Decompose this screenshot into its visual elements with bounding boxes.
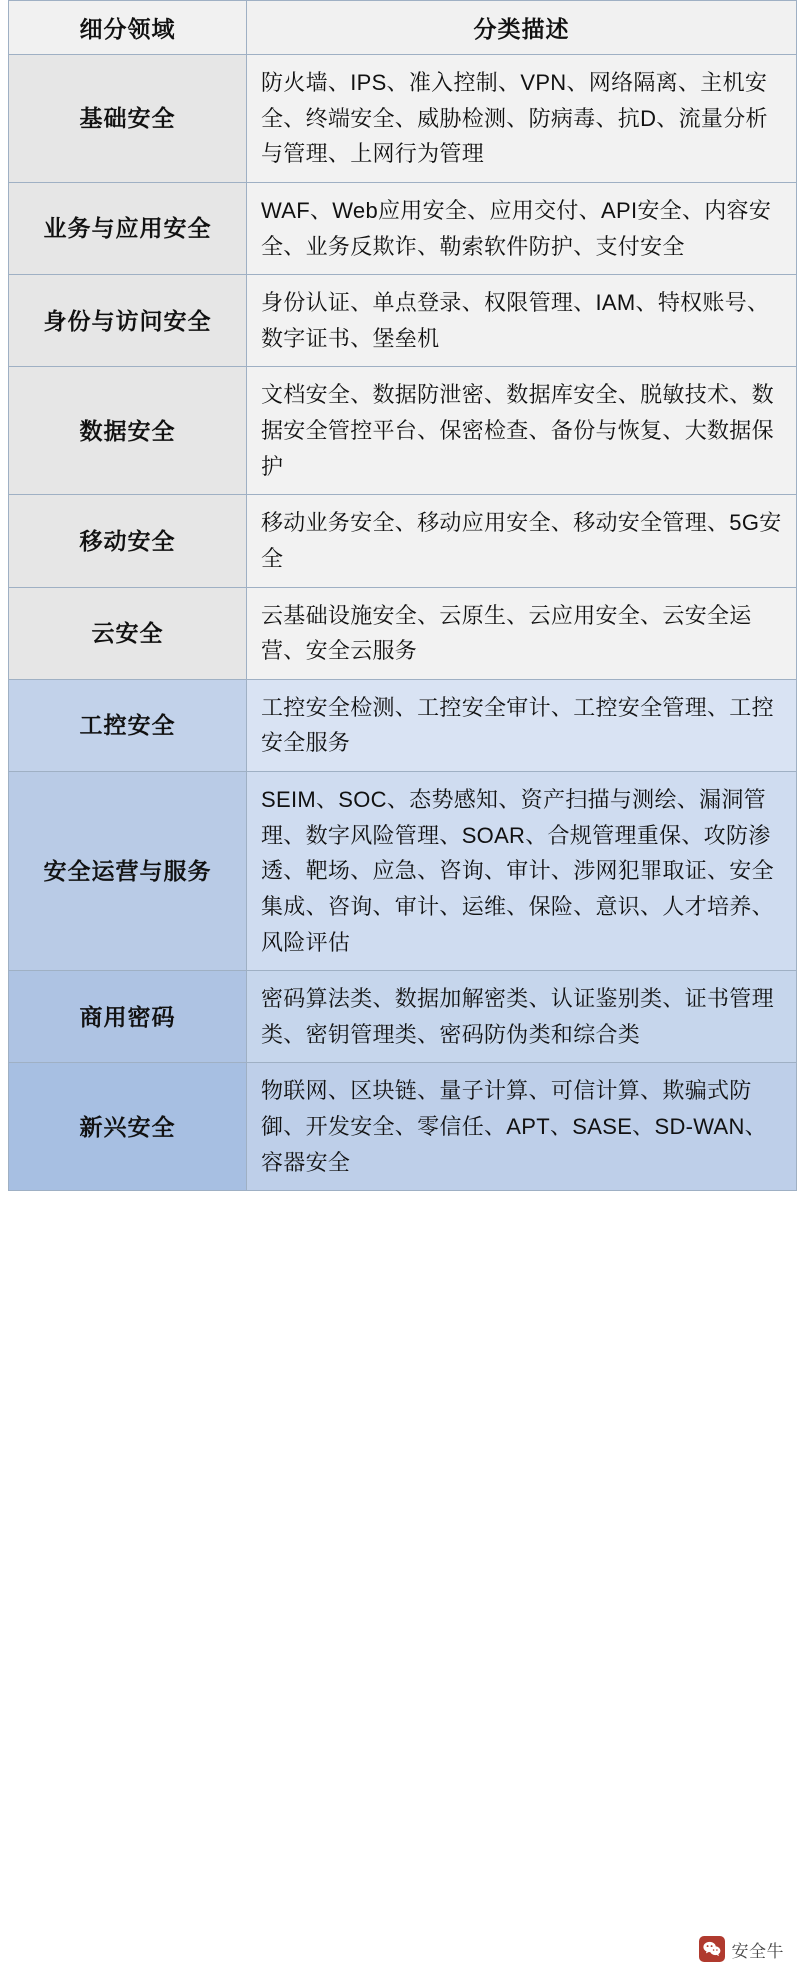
cell-description: 物联网、区块链、量子计算、可信计算、欺骗式防御、开发安全、零信任、APT、SASE、SD-WAN、容器安全	[247, 1063, 797, 1191]
table-body	[9, 55, 797, 1191]
cell-description: 身份认证、单点登录、权限管理、IAM、特权账号、数字证书、堡垒机	[247, 275, 797, 367]
cell-description: 工控安全检测、工控安全审计、工控安全管理、工控安全服务	[247, 679, 797, 771]
table-row	[9, 495, 797, 587]
cell-description: SEIM、SOC、态势感知、资产扫描与测绘、漏洞管理、数字风险管理、SOAR、合规管理重保、攻防渗透、靶场、应急、咨询、审计、涉网犯罪取证、安全集成、咨询、审计、运维、保险、意识、人才培养、风险评估	[247, 772, 797, 971]
column-header-field: 细分领域	[9, 1, 247, 55]
cell-field: 基础安全	[9, 55, 247, 183]
cell-field: 移动安全	[9, 495, 247, 587]
table-row	[9, 275, 797, 367]
cell-field: 身份与访问安全	[9, 275, 247, 367]
cell-description: 文档安全、数据防泄密、数据库安全、脱敏技术、数据安全管控平台、保密检查、备份与恢复、大数据保护	[247, 367, 797, 495]
cell-field: 安全运营与服务	[9, 772, 247, 971]
cell-field: 新兴安全	[9, 1063, 247, 1191]
table-row	[9, 971, 797, 1063]
cell-field: 业务与应用安全	[9, 182, 247, 274]
table-row	[9, 367, 797, 495]
wechat-icon	[699, 1936, 725, 1962]
cell-field: 工控安全	[9, 679, 247, 771]
cell-description: 密码算法类、数据加解密类、认证鉴别类、证书管理类、密钥管理类、密码防伪类和综合类	[247, 971, 797, 1063]
cell-description: 防火墙、IPS、准入控制、VPN、网络隔离、主机安全、终端安全、威胁检测、防病毒、抗D、流量分析与管理、上网行为管理	[247, 55, 797, 183]
cell-description: WAF、Web应用安全、应用交付、API安全、内容安全、业务反欺诈、勒索软件防护、支付安全	[247, 182, 797, 274]
security-categories-table	[8, 0, 797, 1191]
table-row	[9, 587, 797, 679]
cell-field: 商用密码	[9, 971, 247, 1063]
cell-description: 云基础设施安全、云原生、云应用安全、云安全运营、安全云服务	[247, 587, 797, 679]
table-row	[9, 1063, 797, 1191]
watermark-label: 安全牛	[731, 1941, 784, 1961]
table-row	[9, 182, 797, 274]
table-row	[9, 679, 797, 771]
cell-field: 数据安全	[9, 367, 247, 495]
cell-description: 移动业务安全、移动应用安全、移动安全管理、5G安全	[247, 495, 797, 587]
column-header-description: 分类描述	[247, 1, 797, 55]
table-row	[9, 55, 797, 183]
table-header	[9, 1, 797, 55]
watermark	[695, 1934, 789, 1964]
table-row	[9, 772, 797, 971]
table-header-row	[9, 1, 797, 55]
cell-field: 云安全	[9, 587, 247, 679]
